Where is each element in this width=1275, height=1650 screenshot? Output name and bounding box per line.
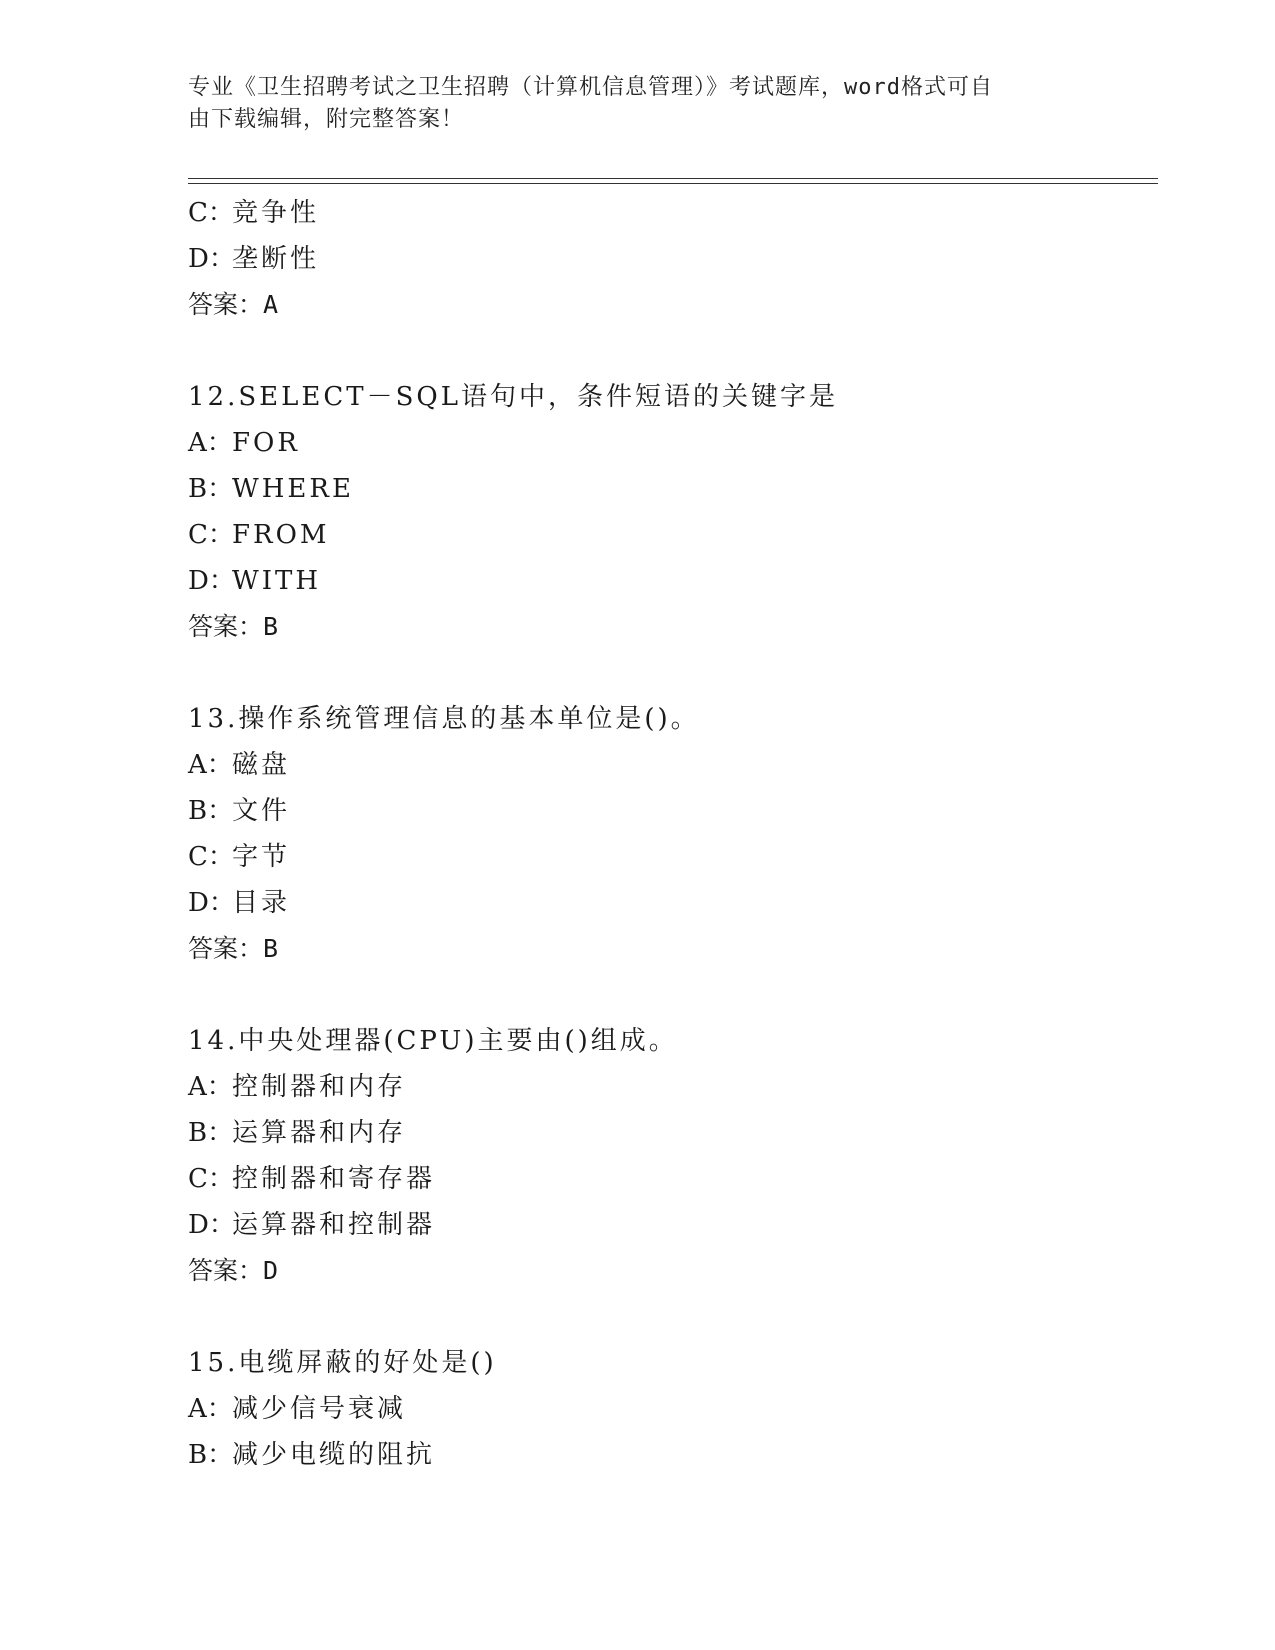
option-key: B： xyxy=(188,1118,234,1148)
option-key: A： xyxy=(188,1072,233,1102)
option-text: WITH xyxy=(232,566,322,596)
option-row xyxy=(188,558,1148,604)
option-text: 控制器和寄存器 xyxy=(232,1164,436,1194)
option-row xyxy=(188,1064,1148,1110)
option-text: 磁盘 xyxy=(232,750,291,780)
question-text: 15.电缆屏蔽的好处是() xyxy=(188,1348,497,1378)
option-text: 竞争性 xyxy=(232,198,320,228)
option-key: C： xyxy=(188,520,234,550)
block-spacer xyxy=(188,328,1148,374)
option-row xyxy=(188,1432,1148,1478)
option-row xyxy=(188,236,1148,282)
option-row xyxy=(188,1386,1148,1432)
option-key: A： xyxy=(188,1394,233,1424)
option-text: 减少信号衰减 xyxy=(232,1394,407,1424)
option-text: WHERE xyxy=(232,474,354,504)
option-row xyxy=(188,742,1148,788)
option-key: B： xyxy=(188,796,234,826)
option-text: 运算器和控制器 xyxy=(232,1210,436,1240)
option-row xyxy=(188,1156,1148,1202)
option-row xyxy=(188,788,1148,834)
option-text: 减少电缆的阻抗 xyxy=(232,1440,436,1470)
question-list xyxy=(188,190,1148,1478)
answer-line: 答案：B xyxy=(188,934,279,963)
option-text: 目录 xyxy=(232,888,291,918)
option-key: C： xyxy=(188,198,234,228)
question-text: 14.中央处理器(CPU)主要由()组成。 xyxy=(188,1026,678,1056)
option-text: 运算器和内存 xyxy=(232,1118,407,1148)
option-row xyxy=(188,834,1148,880)
header-line-1: 专业《卫生招聘考试之卫生招聘（计算机信息管理）》考试题库，word格式可自 xyxy=(188,75,993,100)
option-key: B： xyxy=(188,1440,234,1470)
option-text: FOR xyxy=(232,428,300,458)
option-row xyxy=(188,1202,1148,1248)
option-row xyxy=(188,190,1148,236)
option-key: D： xyxy=(188,244,235,274)
header-rule-bottom xyxy=(188,183,1158,184)
option-key: A： xyxy=(188,750,233,780)
block-spacer xyxy=(188,650,1148,696)
block-spacer xyxy=(188,1294,1148,1340)
answer-line: 答案：B xyxy=(188,612,279,641)
option-key: A： xyxy=(188,428,233,458)
block-spacer xyxy=(188,972,1148,1018)
option-text: 控制器和内存 xyxy=(232,1072,407,1102)
option-row xyxy=(188,512,1148,558)
option-row xyxy=(188,466,1148,512)
option-key: D： xyxy=(188,1210,235,1240)
option-row xyxy=(188,880,1148,926)
header-line-2: 由下载编辑，附完整答案！ xyxy=(188,107,465,132)
option-key: C： xyxy=(188,842,234,872)
option-key: B： xyxy=(188,474,234,504)
option-text: 字节 xyxy=(232,842,291,872)
option-key: D： xyxy=(188,888,235,918)
option-key: D： xyxy=(188,566,235,596)
document-header xyxy=(188,72,1088,136)
option-text: FROM xyxy=(232,520,330,550)
option-text: 垄断性 xyxy=(232,244,320,274)
question-text: 13.操作系统管理信息的基本单位是()。 xyxy=(188,704,700,734)
option-text: 文件 xyxy=(232,796,291,826)
question-text: 12.SELECT－SQL语句中，条件短语的关键字是 xyxy=(188,382,839,412)
answer-line: 答案：A xyxy=(188,290,279,319)
option-row xyxy=(188,1110,1148,1156)
header-rule-top xyxy=(188,178,1158,179)
option-key: C： xyxy=(188,1164,234,1194)
option-row xyxy=(188,420,1148,466)
answer-line: 答案：D xyxy=(188,1256,279,1285)
